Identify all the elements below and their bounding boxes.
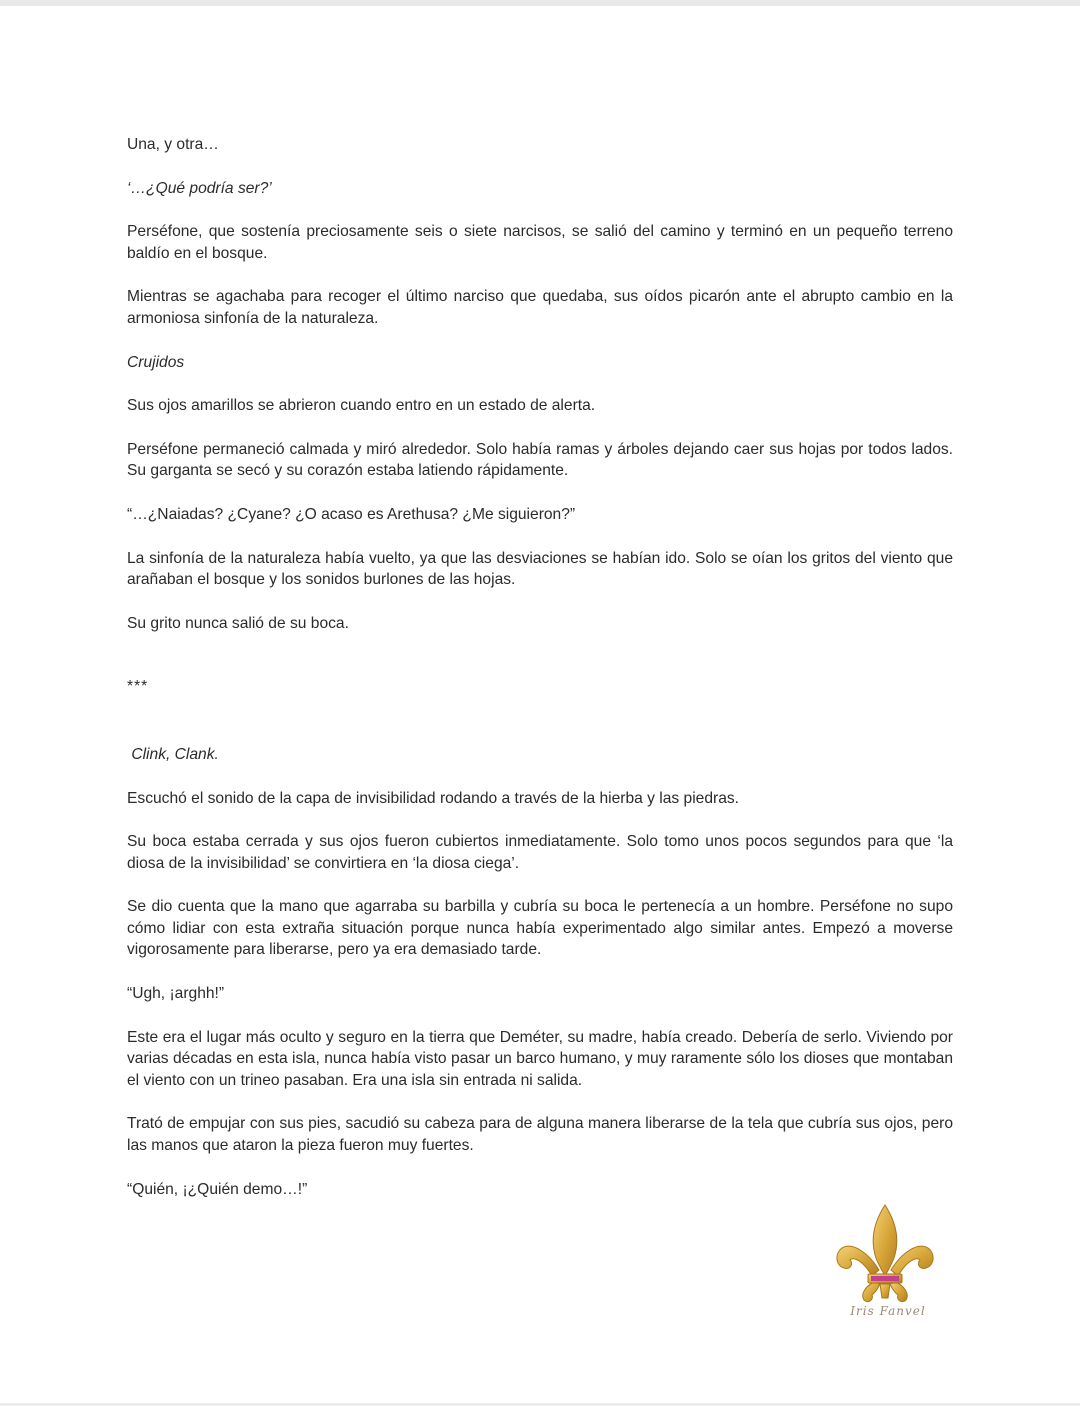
top-edge	[0, 0, 1080, 6]
paragraph-12: Clink, Clank.	[127, 745, 219, 763]
paragraph-2: ‘…¿Qué podría ser?’	[127, 179, 272, 197]
paragraph-3: Perséfone, que sostenía preciosamente seis o siete narcisos, se salió del camino y terminó en un pequeño terreno baldío en el bosque.	[127, 223, 953, 262]
paragraph-18: Trató de empujar con sus pies, sacudió su cabeza para de alguna manera liberarse de la tela que cubría sus ojos, pero las manos que ataron la pieza fueron muy fuertes.	[127, 1115, 953, 1155]
paragraph-9: La sinfonía de la naturaleza había vuelto, ya que las desviaciones se habían ido. Solo se oían los gritos del viento que arañaban el bosque y los sonidos burlones de las hojas.	[127, 549, 953, 589]
paragraph-1: Una, y otra…	[127, 136, 219, 153]
paragraph-16: “Ugh, ¡arghh!”	[127, 985, 225, 1003]
paragraph-5: Crujidos	[127, 353, 185, 371]
paragraph-17: Este era el lugar más oculto y seguro en la tierra que Deméter, su madre, había creado. Debería de serlo. Viviendo por varias décadas en esta isla, nunca había visto pasar un barco humano, y muy raramente sólo los dioses que montaban el viento con un trineo pasaban. Era una isla sin entrada ni salida.	[127, 1028, 953, 1089]
paragraph-6: Sus ojos amarillos se abrieron cuando entro en un estado de alerta.	[127, 397, 596, 415]
paragraph-15: Se dio cuenta que la mano que agarraba su barbilla y cubría su boca le pertenecía a un hombre. Perséfone no supo cómo lidiar con esta extraña situación porque nunca había experimentado algo similar antes. Empezó a moverse vigorosamente para liberarse, pero ya era demasiado tarde.	[127, 898, 953, 959]
fleur-de-lis-emblem	[830, 1200, 940, 1332]
paragraph-8: “…¿Naiadas? ¿Cyane? ¿O acaso es Arethusa? ¿Me siguieron?”	[127, 505, 576, 523]
paragraph-4: Mientras se agachaba para recoger el último narciso que quedaba, sus oídos picarón ante el abrupto cambio en la armoniosa sinfonía de la naturaleza.	[127, 288, 953, 327]
document-page	[127, 134, 953, 1200]
paragraph-7: Perséfone permaneció calmada y miró alrededor. Solo había ramas y árboles dejando caer sus hojas por todos lados. Su garganta se secó y su corazón estaba latiendo rápidamente.	[127, 440, 953, 480]
paragraph-19: “Quién, ¡¿Quién demo…!”	[127, 1180, 308, 1198]
signature: Iris Fanvel	[850, 1304, 926, 1318]
paragraph-14: Su boca estaba cerrada y sus ojos fueron cubiertos inmediatamente. Solo tomo unos pocos segundos para que ‘la diosa de la invisibilidad’ se convirtiera en ‘la diosa ciega’.	[127, 833, 953, 872]
paragraph-10: Su grito nunca salió de su boca.	[127, 614, 349, 632]
scene-separator: ***	[127, 678, 149, 696]
paragraph-13: Escuchó el sonido de la capa de invisibilidad rodando a través de la hierba y las piedras.	[127, 789, 740, 807]
